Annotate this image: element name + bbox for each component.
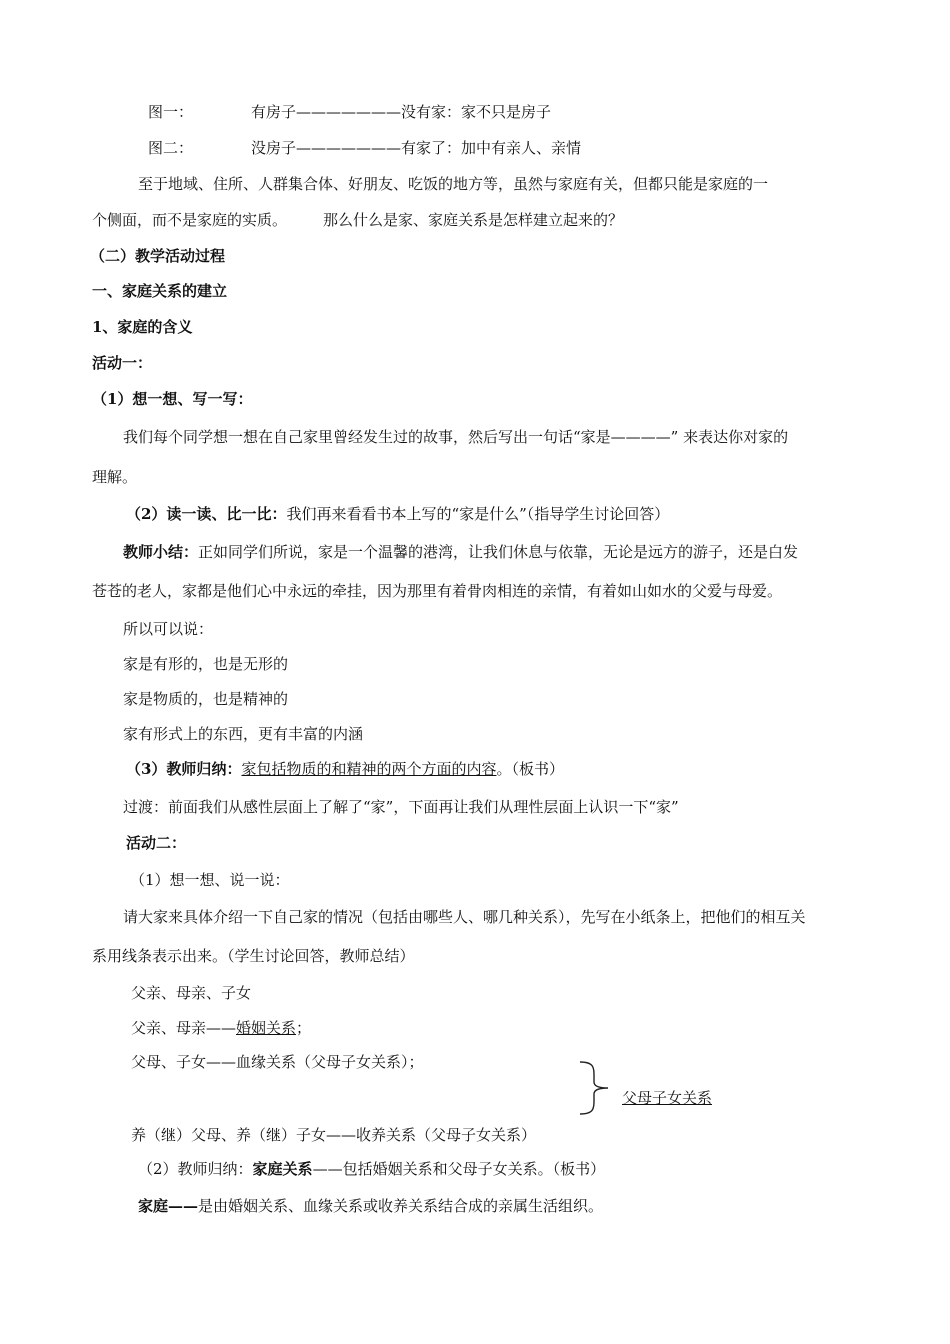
intro-question: 那么什么是家、家庭关系是怎样建立起来的？ — [323, 211, 624, 229]
figure-two-text: 没房子———————有家了：加中有亲人、亲情 — [251, 139, 582, 157]
activity-one-title: 活动一： — [92, 354, 153, 372]
activity-one-step-1-title: （1）想一想、写一写： — [92, 390, 253, 408]
activity-one-step-2-text: 我们再来看看书本上写的“家是什么”（指导学生讨论回答） — [286, 505, 670, 523]
relation-2-tail: ； — [296, 1019, 312, 1037]
transition: 过渡：前面我们从感性层面上了解了“家”，下面再让我们从理性层面上认识一下“家” — [123, 798, 679, 816]
intro-line-1: 至于地域、住所、人群集合体、好朋友、吃饭的地方等，虽然与家庭有关，但都只能是家庭的一 — [138, 175, 769, 193]
point-2: 家是物质的，也是精神的 — [123, 690, 289, 708]
figure-one-label: 图一： — [148, 103, 194, 121]
activity-one-step-2-title: （2）读一读、比一比： — [126, 505, 287, 523]
activity-one-step-3-title: （3）教师归纳： — [126, 760, 242, 778]
relation-1: 父亲、母亲、子女 — [131, 984, 252, 1002]
relation-4: 养（继）父母、养（继）子女——收养关系（父母子女关系） — [131, 1126, 537, 1144]
activity-two-step-1-title: （1）想一想、说一说： — [130, 871, 290, 889]
point-1: 家是有形的，也是无形的 — [123, 655, 289, 673]
so-we-can-say: 所以可以说： — [123, 620, 214, 638]
family-definition — [138, 1196, 603, 1216]
brace-label: 父母子女关系 — [622, 1089, 713, 1107]
activity-one-step-1-line-2: 理解。 — [92, 468, 138, 486]
relation-2-prefix: 父亲、母亲—— — [131, 1019, 237, 1037]
family-definition-text: 是由婚姻关系、血缘关系或收养关系结合成的亲属生活组织。 — [198, 1197, 604, 1215]
family-definition-term: 家庭—— — [138, 1197, 199, 1215]
activity-two-line-2: 系用线条表示出来。（学生讨论回答，教师总结） — [92, 947, 415, 965]
relation-2 — [131, 1018, 311, 1038]
teacher-summary-text: 正如同学们所说，家是一个温馨的港湾，让我们休息与依靠，无论是远方的游子，还是白发 — [198, 543, 799, 561]
right-brace-icon — [578, 1060, 614, 1116]
point-3: 家有形式上的东西，更有丰富的内涵 — [123, 725, 364, 743]
figure-two-label: 图二： — [148, 139, 194, 157]
activity-two-step-2-tail: ——包括婚姻关系和父母子女关系。（板书） — [312, 1160, 606, 1178]
teacher-summary-line-2: 苍苍的老人，家都是他们心中永远的牵挂，因为那里有着骨肉相连的亲情，有着如山如水的父爱与母爱。 — [92, 582, 783, 600]
teacher-summary-line-1 — [123, 542, 798, 562]
marriage-relation: 婚姻关系 — [236, 1019, 297, 1037]
teacher-summary-label: 教师小结： — [123, 543, 199, 561]
activity-two-line-1: 请大家来具体介绍一下自己家的情况（包括由哪些人、哪几种关系），先写在小纸条上，把他们的相互关 — [123, 908, 806, 926]
intro-line-2a: 个侧面，而不是家庭的实质。 — [92, 211, 288, 229]
family-relation-term: 家庭关系 — [252, 1160, 313, 1178]
activity-one-step-3-conclusion: 家包括物质的和精神的两个方面的内容 — [241, 760, 497, 778]
figure-two-line — [148, 138, 581, 158]
intro-line-2 — [92, 210, 623, 230]
figure-one-text: 有房子———————没有家：家不只是房子 — [251, 103, 552, 121]
activity-one-step-3 — [126, 759, 564, 779]
figure-one-line — [148, 102, 551, 122]
activity-one-step-2 — [126, 504, 669, 524]
activity-two-step-2-prefix: （2）教师归纳： — [138, 1160, 253, 1178]
heading-process: （二）教学活动过程 — [90, 247, 226, 265]
activity-one-step-3-tail: 。（板书） — [496, 760, 564, 778]
relation-3: 父母、子女——血缘关系（父母子女关系）； — [131, 1053, 424, 1071]
activity-one-step-1-line-1: 我们每个同学想一想在自己家里曾经发生过的故事，然后写出一句话“家是————” 来表达你对家的 — [123, 428, 789, 446]
heading-section-1: 一、家庭关系的建立 — [92, 282, 228, 300]
activity-two-step-2 — [138, 1159, 605, 1179]
heading-family-meaning: 1、家庭的含义 — [92, 318, 193, 336]
activity-two-title: 活动二： — [126, 834, 187, 852]
